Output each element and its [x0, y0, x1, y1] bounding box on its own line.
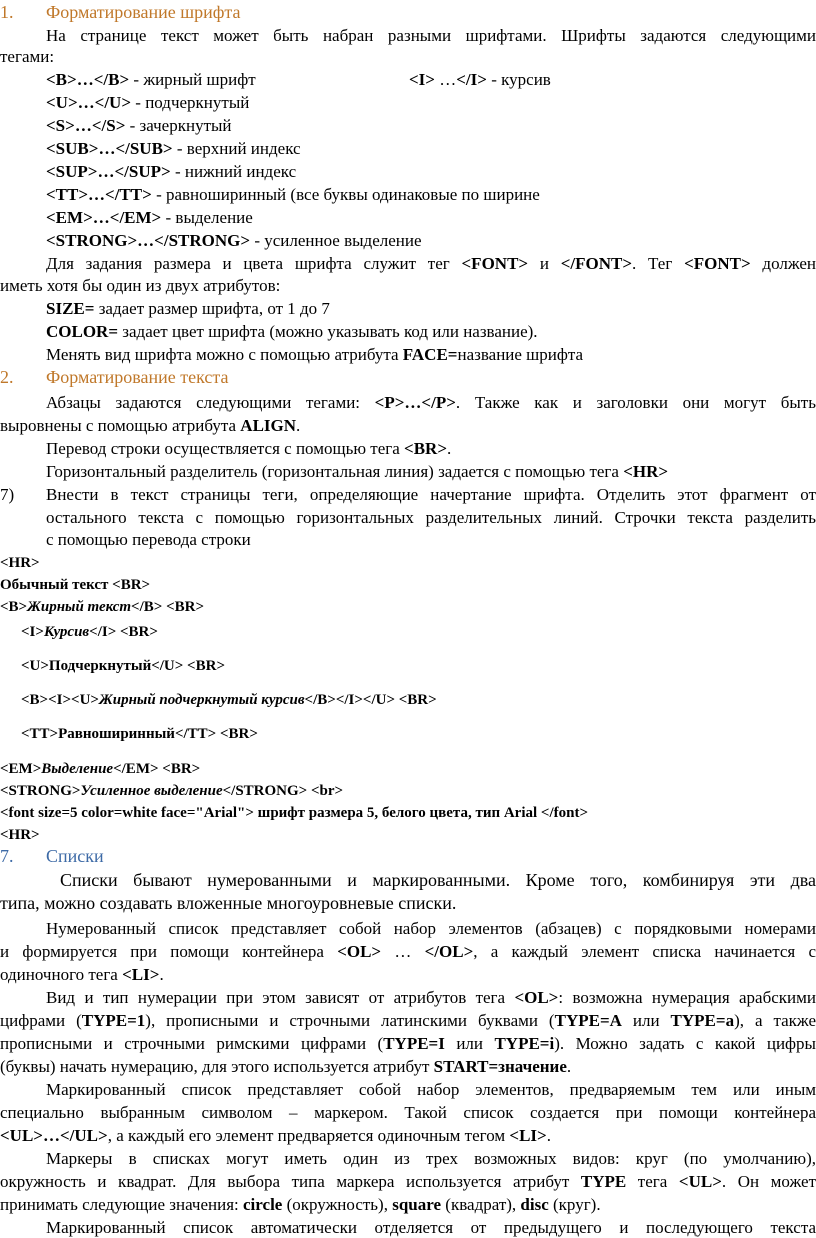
- attr-line: [46, 344, 816, 365]
- text: Маркированный список представляет собой набор элементов, предваряемым тем или иным: [46, 1080, 816, 1099]
- attr-key: START=значение: [433, 1057, 567, 1076]
- tag-desc: - верхний индекс: [172, 139, 301, 158]
- task-line: [46, 484, 816, 505]
- code-line: [0, 803, 816, 824]
- text: одиночного тега: [0, 965, 123, 984]
- tag-code: <SUB>…</SUB>: [46, 139, 173, 158]
- attr-key: TYPE=i: [494, 1034, 555, 1053]
- tag-code: <UL>…</UL>: [0, 1126, 108, 1145]
- paragraph-line: [0, 941, 816, 962]
- text: ). Можно задать с какой цифры: [554, 1034, 816, 1053]
- tag-desc: - зачеркнутый: [125, 116, 232, 135]
- tag-line: [46, 207, 816, 228]
- paragraph-line: [46, 1148, 816, 1169]
- code-line: [0, 825, 816, 846]
- paragraph-line: [0, 893, 816, 914]
- text: .: [566, 1057, 572, 1076]
- tag-code: <OL>: [514, 988, 559, 1007]
- paragraph-line: [46, 987, 816, 1008]
- text: Горизонтальный разделитель (горизонтальная линия) задается с помощью тега: [46, 462, 624, 481]
- tag-desc: - подчеркнутый: [131, 93, 250, 112]
- task-line: [46, 529, 816, 550]
- tag-code: <LI>: [122, 965, 160, 984]
- text: </EM> <BR>: [113, 761, 201, 777]
- text: и: [528, 254, 561, 273]
- text: типа, можно создавать вложенные многоуровневые списки.: [0, 893, 457, 913]
- attr-key: circle: [243, 1195, 283, 1214]
- text: тегами:: [0, 47, 55, 66]
- paragraph-line: [0, 1125, 816, 1146]
- text: <B><I><U>: [21, 692, 99, 708]
- text: Маркеры в списках могут иметь один из трех возможных видов: круг (по умолчанию),: [46, 1149, 816, 1168]
- paragraph-line: [46, 392, 816, 413]
- paragraph-line: [46, 461, 816, 482]
- text: Перевод строки осуществляется с помощью тега: [46, 439, 405, 458]
- paragraph-line: [46, 1079, 816, 1100]
- section-title: Форматирование шрифта: [46, 2, 241, 22]
- paragraph-line: [60, 870, 816, 891]
- tag-code: <UL>: [678, 1172, 722, 1191]
- code-line: [0, 575, 816, 596]
- text: и формируется при помощи контейнера: [0, 942, 338, 961]
- tag-code: <FONT>: [684, 254, 751, 273]
- tag-line: [46, 138, 816, 159]
- text: Жирный подчеркнутый курсив: [98, 692, 305, 708]
- tag-line: [46, 92, 816, 113]
- text: принимать следующие значения:: [0, 1195, 244, 1214]
- text: ), прописными и строчными латинскими буквами (: [145, 1011, 555, 1030]
- attr-key: TYPE=1: [81, 1011, 146, 1030]
- text: задает размер шрифта, от 1 до 7: [94, 299, 330, 318]
- tag-code: <LI>: [509, 1126, 547, 1145]
- attr-key: disc: [520, 1195, 549, 1214]
- tag-code: <S>…</S>: [46, 116, 126, 135]
- text: </STRONG> <br>: [222, 783, 344, 799]
- tag-code: </I>: [456, 70, 487, 89]
- text: . Тег: [632, 254, 685, 273]
- tag-desc: - жирный шрифт: [129, 70, 256, 89]
- text: с помощью перевода строки: [46, 530, 251, 549]
- text: остального текста с помощью горизонтальных разделительных линий. Строчки текста разделить: [46, 508, 816, 527]
- tag-code: <I>: [409, 70, 435, 89]
- text: .: [546, 1126, 551, 1145]
- text: ), а также: [734, 1011, 816, 1030]
- paragraph-line: [46, 253, 816, 274]
- text: : возможна нумерация арабскими: [558, 988, 816, 1007]
- tag-desc: - нижний индекс: [170, 162, 297, 181]
- text: или: [444, 1034, 495, 1053]
- text: или: [621, 1011, 671, 1030]
- text: Менять вид шрифта можно с помощью атрибута: [46, 345, 403, 364]
- text: Маркированный список автоматически отделяется от предыдущего и последующего текста: [46, 1218, 816, 1237]
- tag-code: <FONT>: [461, 254, 529, 273]
- text: …: [381, 942, 425, 961]
- section-title: Списки: [46, 846, 104, 866]
- text: </B></I></U> <BR>: [304, 692, 437, 708]
- paragraph-line: [0, 1010, 816, 1031]
- text: должен: [750, 254, 816, 273]
- paragraph-line: [0, 1194, 816, 1215]
- attr-key: TYPE=A: [554, 1011, 622, 1030]
- paragraph-line: [0, 1171, 816, 1192]
- text: цифрами (: [0, 1011, 82, 1030]
- tag-code: <BR>: [404, 439, 448, 458]
- paragraph-line: [0, 1102, 816, 1123]
- attr-key: ALIGN: [240, 416, 297, 435]
- tag-code: <SUP>…</SUP>: [46, 162, 171, 181]
- section-number: 1.: [0, 2, 14, 22]
- tag-line-bold: [46, 69, 816, 90]
- tag-desc: - равноширинный (все буквы одинаковые по ширине: [151, 185, 540, 204]
- attr-key: TYPE=I: [383, 1034, 445, 1053]
- attr-line: [46, 321, 816, 342]
- tag-code: <OL>: [337, 942, 382, 961]
- text: Абзацы задаются следующими тегами:: [46, 393, 375, 412]
- text: .: [159, 965, 164, 984]
- tag-code: <TT>…</TT>: [46, 185, 152, 204]
- tag-code: <P>…</P>: [374, 393, 456, 412]
- tag-code: <HR>: [623, 462, 669, 481]
- text: Жирный текст: [27, 599, 132, 615]
- text: <U>Подчеркнутый</U> <BR>: [21, 658, 225, 674]
- paragraph-line: [0, 46, 816, 67]
- text: <EM>: [0, 761, 42, 777]
- tag-desc: - выделение: [161, 208, 253, 227]
- code-line: [21, 656, 816, 677]
- text: Усиленное выделение: [80, 783, 223, 799]
- paragraph-line: [0, 1056, 816, 1077]
- text: </I> <BR>: [89, 624, 158, 640]
- tag-desc: - усиленное выделение: [250, 231, 422, 250]
- text: тега: [626, 1172, 679, 1191]
- attr-key: COLOR=: [46, 322, 119, 341]
- code-line: [21, 724, 816, 745]
- text: окружность и квадрат. Для выбора типа маркера используется атрибут: [0, 1172, 581, 1191]
- text: <HR>: [0, 827, 40, 843]
- text: <STRONG>: [0, 783, 81, 799]
- attr-line: [46, 298, 816, 319]
- code-line: [21, 690, 816, 711]
- paragraph-line: [0, 415, 816, 436]
- text: Вид и тип нумерации при этом зависят от атрибутов тега: [46, 988, 515, 1007]
- tag-code: <U>…</U>: [46, 93, 132, 112]
- text: , а каждый элемент списка начинается с: [473, 942, 816, 961]
- text: .: [447, 439, 452, 458]
- paragraph-line: [46, 918, 816, 939]
- paragraph-line: [0, 275, 816, 296]
- text: Нумерованный список представляет собой набор элементов (абзацев) с порядковыми номерами: [46, 919, 816, 938]
- section-number: 7.: [0, 846, 14, 866]
- text: (окружность),: [282, 1195, 393, 1214]
- text: </B> <BR>: [131, 599, 204, 615]
- tag-line: [46, 184, 816, 205]
- section-heading-lists: [0, 846, 816, 867]
- attr-key: FACE=: [402, 345, 458, 364]
- paragraph-line: [0, 964, 816, 985]
- tag-code: <B>…</B>: [46, 70, 130, 89]
- attr-key: square: [392, 1195, 442, 1214]
- task-line: [46, 507, 816, 528]
- paragraph-line: [46, 25, 816, 46]
- text: иметь хотя бы один из двух атрибутов:: [0, 276, 281, 295]
- text: выровнены с помощью атрибута: [0, 416, 241, 435]
- text: специально выбранным символом – маркером. Такой список создается при помощи контейнера: [0, 1103, 816, 1122]
- text: (квадрат),: [441, 1195, 521, 1214]
- text: задает цвет шрифта (можно указывать код или название).: [118, 322, 538, 341]
- attr-key: TYPE=a: [670, 1011, 735, 1030]
- text: Для задания размера и цвета шрифта служит тег: [46, 254, 462, 273]
- text: Обычный текст <BR>: [0, 577, 151, 593]
- text: Курсив: [43, 624, 90, 640]
- section-heading-text-formatting: [0, 367, 816, 388]
- code-line: [0, 759, 816, 780]
- text: . Он может: [721, 1172, 816, 1191]
- tag-line: [46, 230, 816, 251]
- paragraph-line: [46, 1217, 816, 1238]
- tag-code: </FONT>: [560, 254, 633, 273]
- text: название шрифта: [457, 345, 584, 364]
- tag-code: </OL>: [424, 942, 474, 961]
- code-line: [0, 597, 816, 618]
- text: …: [435, 70, 457, 89]
- text: (круг).: [548, 1195, 601, 1214]
- tag-line-italic: [409, 69, 551, 90]
- attr-key: SIZE=: [46, 299, 95, 318]
- tag-desc: - курсив: [486, 70, 551, 89]
- text: (буквы) начать нумерацию, для этого используется атрибут: [0, 1057, 434, 1076]
- paragraph-line: [0, 1033, 816, 1054]
- text: На странице текст может быть набран разными шрифтами. Шрифты задаются следующими: [46, 26, 816, 45]
- code-line: [0, 553, 816, 574]
- section-number: 2.: [0, 367, 14, 387]
- section-heading-font-formatting: [0, 2, 816, 23]
- text: <font size=5 color=white face="Arial"> шрифт размера 5, белого цвета, тип Arial </font>: [0, 805, 589, 821]
- tag-code: <EM>…</EM>: [46, 208, 162, 227]
- text: . Также как и заголовки они могут быть: [455, 393, 816, 412]
- tag-line: [46, 115, 816, 136]
- text: Списки бывают нумерованными и маркированными. Кроме того, комбинируя эти два: [60, 870, 816, 890]
- text: Внести в текст страницы теги, определяющие начертание шрифта. Отделить этот фрагмент от: [46, 485, 816, 504]
- text: <I>: [21, 624, 44, 640]
- text: прописными и строчными римскими цифрами (: [0, 1034, 384, 1053]
- code-line: [21, 622, 816, 643]
- text: <HR>: [0, 555, 40, 571]
- tag-code: <STRONG>…</STRONG>: [46, 231, 251, 250]
- tag-line: [46, 161, 816, 182]
- text: Выделение: [41, 761, 114, 777]
- section-title: Форматирование текста: [46, 367, 229, 387]
- text: <TT>Равноширинный</TT> <BR>: [21, 726, 258, 742]
- text: , а каждый его элемент предваряется одиночным тегом: [107, 1126, 510, 1145]
- text: .: [296, 416, 301, 435]
- text: 7): [0, 485, 15, 504]
- text: <B>: [0, 599, 28, 615]
- attr-key: TYPE: [580, 1172, 627, 1191]
- code-line: [0, 781, 816, 802]
- paragraph-line: [46, 438, 816, 459]
